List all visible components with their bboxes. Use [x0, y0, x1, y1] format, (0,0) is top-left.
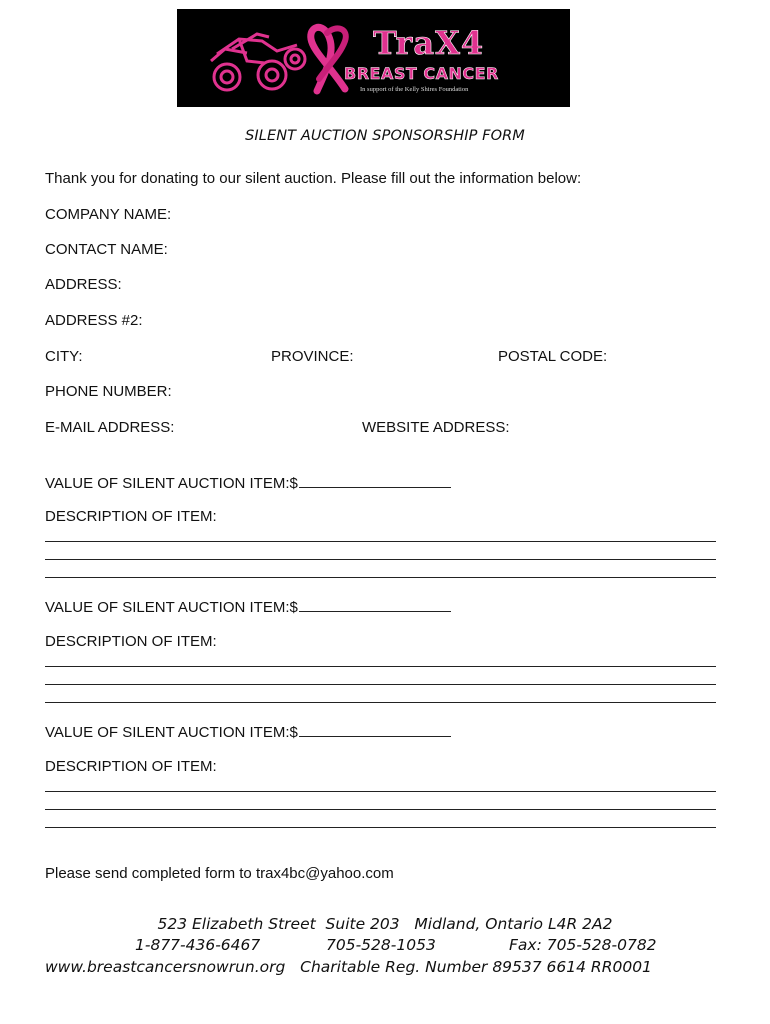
province-label: PROVINCE: [271, 348, 354, 365]
description-line[interactable] [45, 684, 716, 685]
description-line[interactable] [45, 791, 716, 792]
item-value-blank[interactable] [299, 473, 451, 488]
intro-text: Thank you for donating to our silent auction. Please fill out the information below: [45, 170, 582, 187]
description-line[interactable] [45, 559, 716, 560]
description-line[interactable] [45, 827, 716, 828]
item-value-row [45, 722, 451, 741]
company-name-label: COMPANY NAME: [45, 206, 172, 223]
trax4-logo-banner [177, 9, 570, 107]
item-value-blank[interactable] [299, 722, 451, 737]
item-value-label: VALUE OF SILENT AUCTION ITEM:$ [45, 724, 298, 741]
footer-phones [0, 936, 770, 958]
website-address-label: WEBSITE ADDRESS: [362, 419, 510, 436]
item-description-label: DESCRIPTION OF ITEM: [45, 633, 217, 650]
item-description-label: DESCRIPTION OF ITEM: [45, 758, 217, 775]
postal-code-label: POSTAL CODE: [498, 348, 608, 365]
item-value-row [45, 597, 451, 616]
footer-phone: 705-528-1053 [326, 936, 436, 954]
description-line[interactable] [45, 577, 716, 578]
description-line[interactable] [45, 702, 716, 703]
description-line[interactable] [45, 809, 716, 810]
footer-address: 523 Elizabeth Street Suite 203 Midland, Ontario L4R 2A2 [157, 915, 613, 933]
logo-tagline: In support of the Kelly Shires Foundation [360, 86, 469, 93]
form-title: SILENT AUCTION SPONSORSHIP FORM [245, 128, 525, 144]
description-line[interactable] [45, 666, 716, 667]
item-value-blank[interactable] [299, 597, 451, 612]
email-address-label: E-MAIL ADDRESS: [45, 419, 175, 436]
contact-name-label: CONTACT NAME: [45, 241, 168, 258]
phone-number-label: PHONE NUMBER: [45, 383, 172, 400]
footer-website-link[interactable]: www.breastcancersnowrun.org [45, 958, 286, 976]
send-instructions: Please send completed form to trax4bc@yahoo.com [45, 865, 394, 882]
logo-subtitle: BREAST CANCER [344, 64, 499, 83]
footer-fax: Fax: 705-528-0782 [509, 936, 657, 954]
item-value-label: VALUE OF SILENT AUCTION ITEM:$ [45, 599, 298, 616]
item-value-row [45, 473, 451, 492]
trax4-logo-image [177, 9, 570, 107]
footer-tollfree-phone: 1-877-436-6467 [135, 936, 261, 954]
footer-web-row [45, 958, 745, 980]
footer-charity-number: Charitable Reg. Number 89537 6614 RR0001 [300, 958, 652, 976]
city-label: CITY: [45, 348, 83, 365]
item-description-label: DESCRIPTION OF ITEM: [45, 508, 217, 525]
address-label: ADDRESS: [45, 276, 122, 293]
item-value-label: VALUE OF SILENT AUCTION ITEM:$ [45, 475, 298, 492]
description-line[interactable] [45, 541, 716, 542]
logo-title: TraX4 [373, 24, 485, 62]
address2-label: ADDRESS #2: [45, 312, 143, 329]
